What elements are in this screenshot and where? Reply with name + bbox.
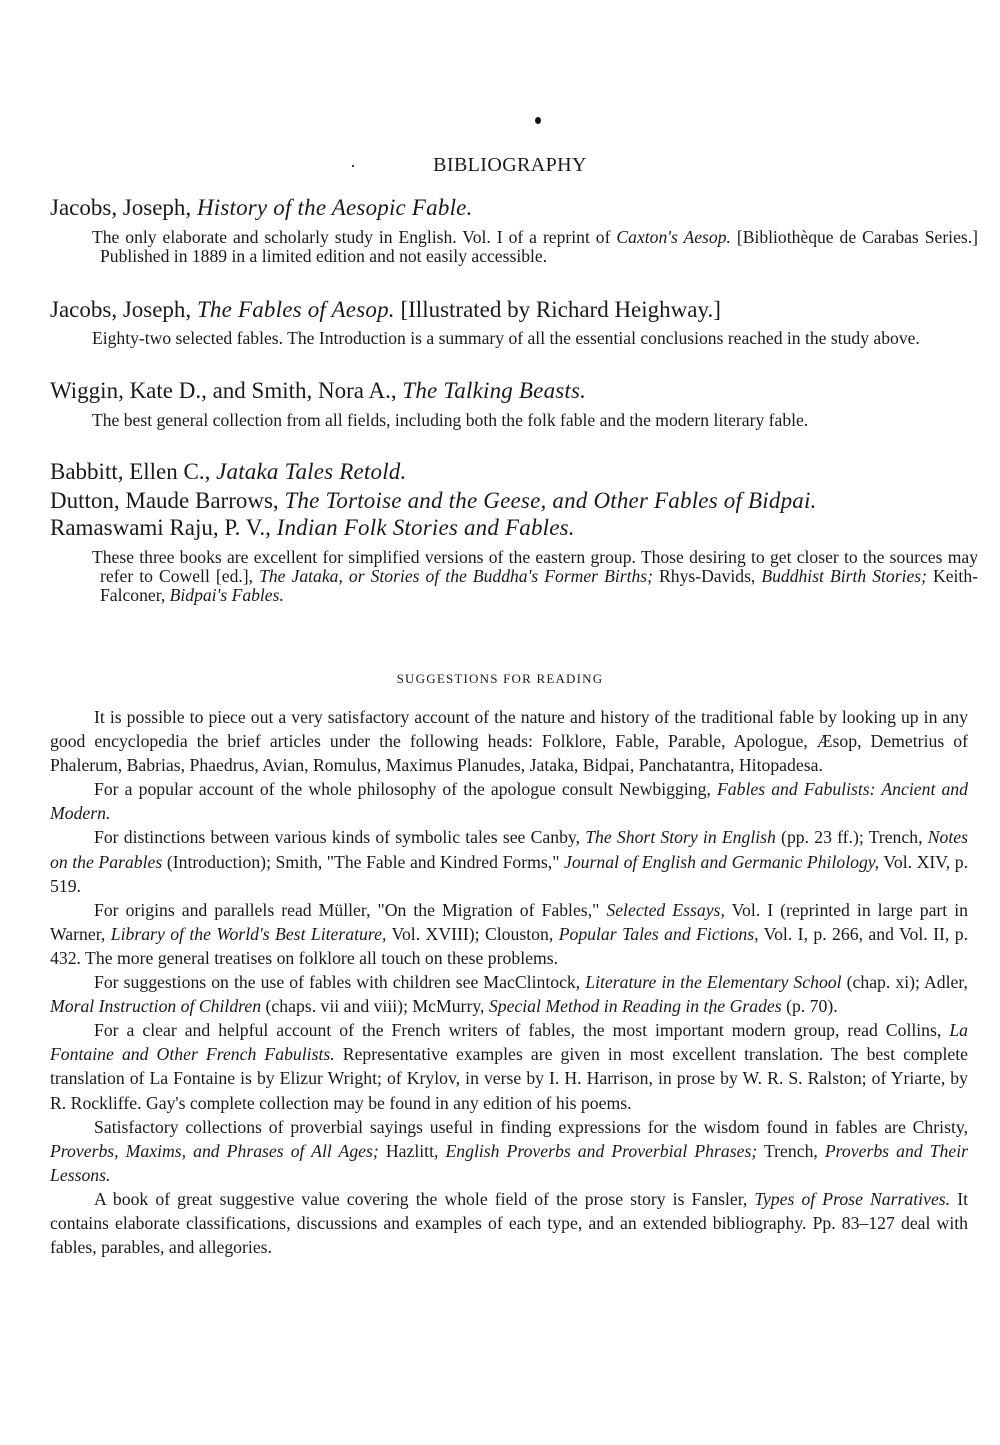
page-title: BIBLIOGRAPHY — [433, 154, 587, 176]
bib-citation: Jacobs, Joseph, History of the Aesopic Fable. — [50, 195, 473, 220]
bib-entry-2 — [50, 296, 970, 348]
bib-entry-1 — [50, 194, 978, 266]
italic-title: Proverbs and Their Lessons. — [50, 1140, 968, 1185]
italic-title: Moral Instruction of Children — [50, 996, 262, 1017]
paragraph: A book of great suggestive value covering the whole field of the prose story is Fansler, Types of Prose Narratives. It contains elaborate classifications, discussions and examples of each type, and an extended bibliography. Pp. 83–127 deal with fables, parables, and allegories. — [50, 1188, 969, 1258]
italic-title: English Proverbs and Proverbial Phrases; — [445, 1140, 758, 1161]
italic-title: The Short Story in English — [585, 827, 776, 848]
paragraph: For distinctions between various kinds of symbolic tales see Canby, The Short Story in English (pp. 23 ff.); Trench, Notes on the Parables (Introduction); Smith, "The Fable and Kindred Forms," Journal of English and Germanic Philology, Vol. XIV, p. 519. — [50, 827, 968, 896]
bib-citation: Jacobs, Joseph, The Fables of Aesop. [Illustrated by Richard Heighway.] — [50, 297, 721, 322]
bib-entry-3 — [50, 377, 970, 430]
bib-entry-5 — [50, 487, 970, 515]
bib-citation: Wiggin, Kate D., and Smith, Nora A., The Talking Beasts. — [50, 378, 587, 403]
italic-title: Library of the World's Best Literature, — [110, 923, 387, 944]
paragraph: For origins and parallels read Müller, "On the Migration of Fables," Selected Essays, Vol. I (reprinted in large part in Warner, Library of the World's Best Literature, Vol. XVIII); Clouston, Popular Tales and Fictions, Vol. I, p. 266, and Vol. II, p. 432. The more general treatises on folklore all touch on these problems. — [50, 899, 968, 968]
paragraph: For a clear and helpful account of the French writers of fables, the most important modern group, read Collins, La Fontaine and Other French Fabulists. Representative examples are given in most excellent translation. The best complete translation of La Fontaine is by Elizur Wright; of Krylov, in verse by I. H. Harrison, in prose by W. R. S. Ralston; of Yriarte, by R. Rockliffe. Gay's complete collection may be found in any edition of his poems. — [50, 1020, 968, 1113]
italic-title: Types of Prose Narratives. — [754, 1188, 951, 1209]
bib-citation: Dutton, Maude Barrows, The Tortoise and the Geese, and Other Fables of Bidpai. — [50, 488, 817, 513]
italic-title: Bidpai's Fables. — [169, 585, 284, 605]
paragraph: Satisfactory collections of proverbial sayings useful in finding expressions for the wisdom found in fables are Christy, Proverbs, Maxims, and Phrases of All Ages; Hazlitt, English Proverbs and Proverbial Phrases; Trench, Proverbs and Their Lessons. — [50, 1116, 968, 1185]
italic-title: Notes on the Parables — [50, 827, 968, 872]
italic-title: Journal of English and Germanic Philology, — [563, 851, 880, 872]
bib-citation: Babbitt, Ellen C., Jataka Tales Retold. — [50, 459, 407, 484]
italic-title: Proverbs, Maxims, and Phrases of All Ages; — [50, 1140, 379, 1161]
bib-annotation: These three books are excellent for simplified versions of the eastern group. Those desiring to get closer to the sources may refer to Cowell [ed.], The Jataka, or Stories of the Buddha's Former Births; Rhys-Davids, Buddhist Birth Stories; Keith-Falconer, Bidpai's Fables. — [92, 547, 978, 605]
italic-title: Special Method in Reading in the Grades — [488, 996, 782, 1017]
reading-suggestions — [50, 705, 968, 1259]
bib-entry-4 — [50, 458, 970, 486]
italic-title: Buddhist Birth Stories; — [761, 566, 927, 586]
paragraph: For suggestions on the use of fables with children see MacClintock, Literature in the Elementary School (chap. xi); Adler, Moral Instruction of Children (chaps. vii and viii); McMurry, Special Method in Reading in the Grades (p. 70). — [50, 972, 968, 1017]
italic-title: Popular Tales and Fictions, — [558, 923, 759, 944]
paragraph: For a popular account of the whole philosophy of the apologue consult Newbigging, Fables and Fabulists: Ancient and Modern. — [50, 779, 968, 824]
italic-title: Literature in the Elementary School — [585, 972, 842, 993]
italic-title: Selected Essays, — [606, 899, 725, 920]
suggestions-heading: SUGGESTIONS FOR READING — [396, 671, 604, 686]
italic-title: Fables and Fabulists: Ancient and Modern. — [50, 779, 968, 824]
ink-dot — [535, 117, 541, 124]
paragraph: It is possible to piece out a very satisfactory account of the nature and history of the traditional fable by looking up in any good encyclopedia the brief articles under the following heads: Folklore, Fable, Parable, Apologue, Æsop, Demetrius of Phalerum, Babrias, Phaedrus, Avian, Romulus, Maximus Planudes, Jataka, Bidpai, Panchatantra, Hitopadesa. — [50, 707, 968, 776]
bib-annotation: Eighty-two selected fables. The Introduction is a summary of all the essential conclusions reached in the study above. — [92, 328, 920, 348]
bib-citation: Ramaswami Raju, P. V., Indian Folk Stories and Fables. — [50, 515, 575, 540]
italic-title: The Jataka, or Stories of the Buddha's Former Births; — [259, 566, 653, 586]
bib-annotation: The only elaborate and scholarly study in English. Vol. I of a reprint of Caxton's Aesop. [Bibliothèque de Carabas Series.] Published in 1889 in a limited edition and not easily accessible. — [92, 227, 978, 266]
italic-title: Caxton's Aesop. — [616, 227, 731, 247]
bib-entry-6 — [50, 514, 978, 605]
italic-title: La Fontaine and Other French Fabulists. — [50, 1020, 968, 1065]
bib-annotation: The best general collection from all fields, including both the folk fable and the modern literary fable. — [92, 410, 809, 430]
